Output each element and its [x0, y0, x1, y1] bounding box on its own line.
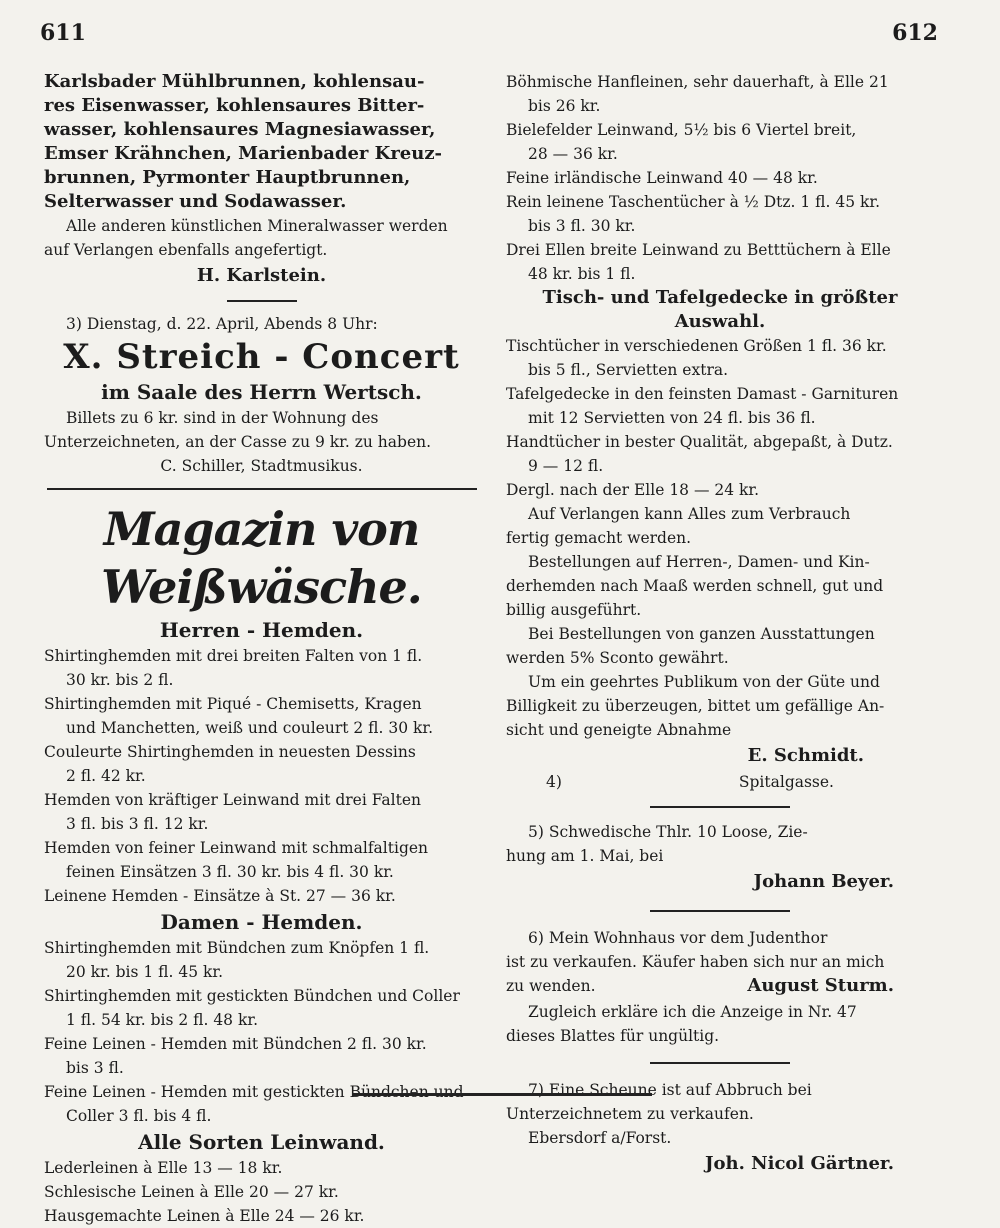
concert-body: Billets zu 6 kr. sind in der Wohnung des — [66, 409, 379, 427]
concert-title: X. Streich - Concert — [63, 337, 460, 377]
entry-line: Drei Ellen breite Leinwand zu Betttüchern à Elle — [506, 241, 891, 259]
entry-line: Coller 3 fl. bis 4 fl. — [66, 1107, 212, 1125]
concert-date: 3) Dienstag, d. 22. April, Abends 8 Uhr: — [66, 315, 378, 333]
entry-line: Schlesische Leinen à Elle 20 — 27 kr. — [44, 1183, 339, 1201]
concert-advertisement — [44, 312, 479, 478]
closing-line: sicht und geneigte Abnahme — [506, 721, 732, 739]
ad4-row — [506, 770, 934, 794]
concert-venue: im Saale des Herrn Wertsch. — [101, 380, 422, 404]
closing-line: Bestellungen auf Herren-, Damen- und Kin- — [528, 553, 870, 571]
entry-line: und Manchetten, weiß und couleurt 2 fl. 30 kr. — [66, 719, 434, 737]
ad4-location: Spitalgasse. — [738, 773, 834, 791]
ad6-signature: August Sturm. — [747, 975, 894, 996]
entry-line: 48 kr. bis 1 fl. — [528, 265, 636, 283]
ad5-signature: Johann Beyer. — [753, 871, 894, 892]
entry-line: Feine irländische Leinwand 40 — 48 kr. — [506, 169, 818, 187]
ad7-line: Unterzeichnetem zu verkaufen. — [506, 1105, 754, 1123]
entry-line: bis 3 fl. — [66, 1059, 124, 1077]
entry-line: 30 kr. bis 2 fl. — [66, 671, 174, 689]
ad6-line: 6) Mein Wohnhaus vor dem Judenthor — [528, 929, 828, 947]
ad5 — [506, 820, 934, 896]
concert-signature: C. Schiller, Stadtmusikus. — [160, 457, 363, 475]
ad6 — [506, 926, 934, 1048]
closing-line: Billigkeit zu überzeugen, bittet um gefällige An- — [506, 697, 885, 715]
karlsbad-advertisement — [44, 70, 479, 290]
karlsbad-line: Karlsbader Mühlbrunnen, kohlensau- — [44, 71, 425, 92]
page-number-right: 612 — [892, 20, 938, 46]
magazin-advertisement — [44, 500, 479, 1228]
entry-line: Handtücher in bester Qualität, abgepaßt, à Dutz. — [506, 433, 893, 451]
entry-line: 1 fl. 54 kr. bis 2 fl. 48 kr. — [66, 1011, 259, 1029]
herren-list — [44, 644, 479, 908]
schmidt-signature: E. Schmidt. — [747, 745, 864, 766]
magazin-title: Magazin von Weißwäsche. — [101, 502, 422, 614]
entry-line: Couleurte Shirtinghemden in neuesten Dessins — [44, 743, 416, 761]
ad7-place: Ebersdorf a/Forst. — [528, 1129, 672, 1147]
damen-list — [44, 936, 479, 1128]
entry-line: feinen Einsätzen 3 fl. 30 kr. bis 4 fl. 30 kr. — [66, 863, 394, 881]
karlsbad-body: Alle anderen künstlichen Mineralwasser werden — [66, 217, 448, 235]
closing-line: Bei Bestellungen von ganzen Ausstattungen — [528, 625, 875, 643]
entry-line: bis 3 fl. 30 kr. — [528, 217, 636, 235]
entry-line: Hemden von feiner Leinwand mit schmalfaltigen — [44, 839, 429, 857]
leinwand-heading: Alle Sorten Leinwand. — [138, 1130, 385, 1154]
page-number-left: 611 — [40, 20, 86, 46]
ad5-line: hung am 1. Mai, bei — [506, 847, 664, 865]
divider — [650, 1062, 790, 1064]
ad6-note: dieses Blattes für ungültig. — [506, 1027, 720, 1045]
ad6-note: Zugleich erkläre ich die Anzeige in Nr. 47 — [528, 1003, 857, 1021]
karlsbad-line: Emser Krähnchen, Marienbader Kreuz- — [44, 143, 443, 164]
entry-line: Böhmische Hanfleinen, sehr dauerhaft, à Elle 21 — [506, 73, 889, 91]
karlsbad-line: wasser, kohlensaures Magnesiawasser, — [44, 119, 436, 140]
left-column — [44, 70, 479, 1228]
ad6-line: zu wenden. — [506, 977, 596, 995]
entry-line: Shirtinghemden mit drei breiten Falten von 1 fl. — [44, 647, 423, 665]
entry-line: Tafelgedecke in den feinsten Damast - Garnituren — [506, 385, 899, 403]
entry-line: 20 kr. bis 1 fl. 45 kr. — [66, 963, 224, 981]
entry-line: Dergl. nach der Elle 18 — 24 kr. — [506, 481, 760, 499]
closing-line: werden 5% Sconto gewährt. — [506, 649, 729, 667]
herren-heading: Herren - Hemden. — [159, 618, 364, 642]
tisch-heading: Tisch- und Tafelgedecke in größter Auswahl. — [542, 287, 898, 332]
entry-line: 28 — 36 kr. — [528, 145, 618, 163]
entry-line: Leinene Hemden - Einsätze à St. 27 — 36 kr. — [44, 887, 396, 905]
entry-line: Bielefelder Leinwand, 5½ bis 6 Viertel breit, — [506, 121, 857, 139]
damen-heading: Damen - Hemden. — [160, 910, 363, 934]
tisch-list — [506, 334, 934, 502]
divider — [227, 300, 297, 302]
closing-line: Um ein geehrtes Publikum von der Güte und — [528, 673, 880, 691]
entry-line: 3 fl. bis 3 fl. 12 kr. — [66, 815, 209, 833]
entry-line: bis 5 fl., Servietten extra. — [528, 361, 729, 379]
divider — [47, 488, 477, 490]
entry-line: Feine Leinen - Hemden mit gestickten Bündchen und — [44, 1083, 464, 1101]
ad4-number: 4) — [546, 773, 562, 791]
entry-line: 2 fl. 42 kr. — [66, 767, 146, 785]
entry-line: Hausgemachte Leinen à Elle 24 — 26 kr. — [44, 1207, 365, 1225]
karlsbad-line: brunnen, Pyrmonter Hauptbrunnen, — [44, 167, 411, 188]
karlsbad-signature: H. Karlstein. — [196, 265, 327, 286]
entry-line: Shirtinghemden mit Piqué - Chemisetts, Kragen — [44, 695, 422, 713]
closing-paragraphs — [506, 502, 934, 742]
ad7-line: 7) Eine Scheune ist auf Abbruch bei — [528, 1081, 812, 1099]
entry-line: mit 12 Servietten von 24 fl. bis 36 fl. — [528, 409, 816, 427]
closing-line: fertig gemacht werden. — [506, 529, 692, 547]
entry-line: Shirtinghemden mit Bündchen zum Knöpfen 1 fl. — [44, 939, 430, 957]
leinwand-list — [44, 1156, 479, 1228]
closing-line: derhemden nach Maaß werden schnell, gut und — [506, 577, 884, 595]
entry-line: 9 — 12 fl. — [528, 457, 604, 475]
entry-line: Hemden von kräftiger Leinwand mit drei Falten — [44, 791, 422, 809]
right-column — [506, 70, 934, 1178]
entry-line: Tischtücher in verschiedenen Größen 1 fl. 36 kr. — [506, 337, 887, 355]
divider — [650, 910, 790, 912]
ad6-line: ist zu verkaufen. Käufer haben sich nur an mich — [506, 953, 885, 971]
ad5-line: 5) Schwedische Thlr. 10 Loose, Zie- — [528, 823, 808, 841]
karlsbad-body: auf Verlangen ebenfalls angefertigt. — [44, 241, 328, 259]
karlsbad-line: res Eisenwasser, kohlensaures Bitter- — [44, 95, 425, 116]
entry-line: Rein leinene Taschentücher à ½ Dtz. 1 fl. 45 kr. — [506, 193, 881, 211]
entry-line: Lederleinen à Elle 13 — 18 kr. — [44, 1159, 283, 1177]
bottom-rule — [352, 1093, 652, 1096]
closing-line: billig ausgeführt. — [506, 601, 642, 619]
divider — [650, 806, 790, 808]
karlsbad-line: Selterwasser und Sodawasser. — [44, 191, 347, 212]
entry-line: Shirtinghemden mit gestickten Bündchen und Coller — [44, 987, 460, 1005]
entry-line: bis 26 kr. — [528, 97, 601, 115]
entry-line: Feine Leinen - Hemden mit Bündchen 2 fl. 30 kr. — [44, 1035, 427, 1053]
ad7-signature: Joh. Nicol Gärtner. — [705, 1153, 894, 1174]
concert-body: Unterzeichneten, an der Casse zu 9 kr. zu haben. — [44, 433, 432, 451]
right-leinwand-list — [506, 70, 934, 286]
closing-line: Auf Verlangen kann Alles zum Verbrauch — [528, 505, 851, 523]
